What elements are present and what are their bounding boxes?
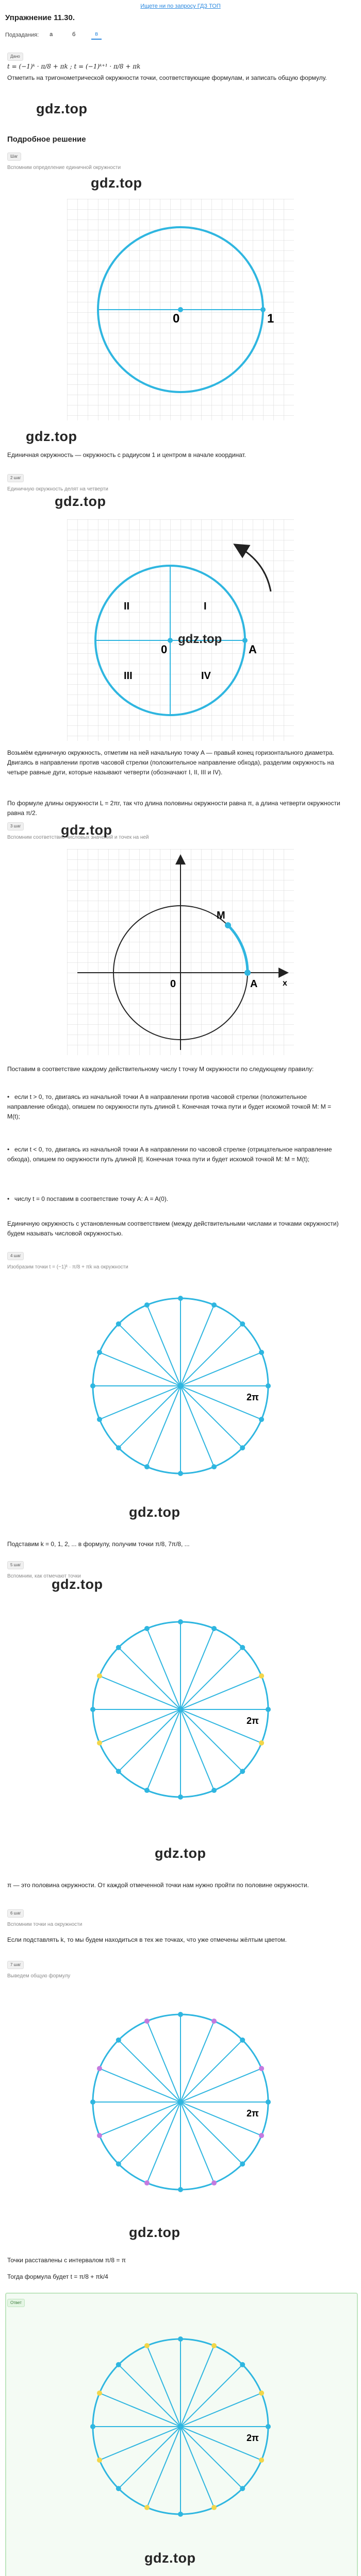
circle-point	[266, 1383, 271, 1388]
subtask-label: Подзадания:	[5, 32, 39, 38]
circle-point	[259, 1350, 264, 1355]
circle-point	[240, 2362, 245, 2367]
circle-point	[116, 2486, 121, 2491]
bullet-1: • если t > 0, то, двигаясь из начальной точки A в направлении против часовой стрелки (положительное направление обхода), опишем по окружности путь длиной t. Конечная точка пути и будет искомой точкой M: M = M(t);	[7, 1093, 332, 1120]
point-one	[260, 307, 266, 312]
circle-point	[116, 2362, 121, 2367]
statement-text: Отметить на тригонометрической окружности точки, соответствующие формулам, и записать общую формулу.	[7, 74, 327, 81]
circle-point	[90, 1383, 95, 1388]
watermark: gdz.top	[129, 2225, 180, 2240]
circle-point	[97, 2458, 102, 2463]
spoke	[180, 2102, 242, 2164]
circle-point	[178, 2012, 183, 2017]
circle-point	[211, 1788, 217, 1793]
circle-point	[178, 1619, 183, 1624]
circle-point	[240, 2486, 245, 2491]
circle-point	[90, 2424, 95, 2429]
unit-circle-text: Единичная окружность — окружность с радиусом 1 и центром в начале координат.	[7, 451, 246, 459]
circle-point	[240, 1321, 245, 1327]
grid	[67, 519, 294, 741]
watermark: gdz.top	[144, 2550, 196, 2566]
mapping-text: Поставим в соответствие каждому действительному числу t точку M окружности по следующему правилу:	[7, 1065, 314, 1073]
spoke	[119, 1709, 180, 1771]
circle-point	[266, 1707, 271, 1712]
tab-v[interactable]: в	[91, 31, 102, 40]
circle-point	[97, 1673, 102, 1679]
statement-tag: Дано	[7, 53, 23, 61]
point-a	[244, 970, 251, 976]
label-quarter-2: II	[124, 601, 130, 612]
circle-point	[259, 1417, 264, 1422]
point-a	[242, 638, 248, 643]
label-two-pi: 2π	[247, 1392, 259, 1402]
formula-label-text: Тогда формула будет t = π/8 + πk/4	[7, 2273, 108, 2280]
spoke	[119, 2040, 180, 2102]
circle-point	[178, 2187, 183, 2192]
watermark: gdz.top	[55, 494, 106, 509]
circle-point	[259, 2066, 264, 2071]
circle-point	[178, 1471, 183, 1476]
circle-point	[144, 1788, 150, 1793]
check-text: Если подставлять k, то мы будем находиться в тех же точках, что уже отмечены жёлтым цветом.	[7, 1936, 287, 1943]
step-5-tag: 5 шаг	[7, 1561, 24, 1569]
circle-point	[144, 1302, 150, 1308]
spoke	[180, 2427, 242, 2488]
watermark: gdz.top	[61, 822, 112, 838]
spoke	[180, 1324, 242, 1386]
spoke	[119, 1386, 180, 1448]
label-quarter-4: IV	[201, 670, 211, 682]
circle-point	[259, 1673, 264, 1679]
numeric-circle-text: Единичную окружность с установленным соответствием (между действительными числами и точками окружности) будем называть числовой окружностью.	[7, 1220, 339, 1237]
label-zero: 0	[161, 643, 168, 656]
circle-point	[211, 2180, 217, 2185]
circle-sixteen-blue	[77, 1278, 284, 1494]
bullet-1-text: если t > 0, то, двигаясь из начальной точки A в направлении против часовой стрелки (положительное направление обхода), опишем по окружности путь длиной t. Конечная точка пути и будет искомой точкой M: M = M(t);	[7, 1093, 332, 1120]
bullet-2-text: если t < 0, то, двигаясь из начальной точки A в направлении по часовой стрелке (отрицательное направление обхода), опишем по окружности путь длиной |t|. Конечная точка пути и будет искомой точкой M: M = M(t);	[7, 1146, 332, 1163]
bullet-2: • если t < 0, то, двигаясь из начальной точки A в направлении по часовой стрелке (отрицательное направление обхода), опишем по окружности путь длиной |t|. Конечная точка пути и будет искомой точкой M: M = M(t);	[7, 1146, 332, 1163]
circle-point	[144, 2343, 150, 2348]
tab-a[interactable]: а	[50, 31, 53, 38]
watermark: gdz.top	[26, 429, 77, 444]
circle-point	[97, 1417, 102, 1422]
circle-point	[240, 1645, 245, 1650]
watermark: gdz.top	[52, 1577, 103, 1592]
circle-point	[90, 1707, 95, 1712]
bullet-3: • числу t = 0 поставим в соответствие точку A: A = A(0).	[7, 1195, 169, 1202]
circle-point	[240, 2038, 245, 2043]
spoke	[119, 1324, 180, 1386]
circle-point	[144, 1464, 150, 1469]
spoke	[180, 1648, 242, 1709]
watermark: gdz.top	[91, 175, 142, 191]
spoke	[119, 1648, 180, 1709]
quarters-text-2: По формуле длины окружности L = 2πr, так что длина половины окружности равна π, а длина четверти окружности равна π/2.	[7, 800, 340, 817]
watermark: gdz.top	[36, 101, 88, 116]
spoke	[119, 2427, 180, 2488]
circle-sixteen-yellow	[77, 1601, 284, 1818]
circle-point	[144, 2019, 150, 2024]
circle-point	[144, 2180, 150, 2185]
circle-point	[266, 2424, 271, 2429]
circle-point	[97, 1740, 102, 1745]
circle-point	[144, 2505, 150, 2510]
circle-point	[211, 1626, 217, 1631]
step-6-note: Вспомним точки на окружности	[7, 1922, 83, 1927]
circle-point	[178, 1296, 183, 1301]
circle-point	[178, 1794, 183, 1800]
step-6-tag: 6 шаг	[7, 1909, 24, 1918]
circle-point	[97, 2133, 102, 2138]
exercise-title: Упражнение 11.30.	[5, 13, 75, 22]
pi-text: π — это половина окружности. От каждой отмеченной точки нам нужно пройти по половине окружности.	[7, 1882, 309, 1889]
step-3-note: Вспомним соответствие числовых значений и точек на ней	[7, 835, 149, 840]
circle-point	[211, 2019, 217, 2024]
circle-point	[240, 2161, 245, 2166]
subtask-tabs	[5, 29, 114, 41]
step-4-tag: 4 шаг	[7, 1252, 24, 1260]
label-quarter-3: III	[124, 670, 133, 682]
circle-point	[116, 1321, 121, 1327]
mapping-figure	[67, 849, 294, 1055]
top-link[interactable]: Ищете ни по запросу ГДЗ ТОП	[140, 3, 221, 9]
label-x: x	[283, 979, 287, 988]
circle-point	[116, 1645, 121, 1650]
center-point	[168, 638, 173, 643]
circle-point	[240, 1769, 245, 1774]
label-two-pi: 2π	[247, 2108, 259, 2119]
label-zero: 0	[173, 312, 180, 326]
spoke	[180, 1709, 242, 1771]
quarters-text-1: Возьмём единичную окружность, отметим на ней начальную точку A — правый конец горизонтального диаметра. Двигаясь в направлении против часовой стрелки (положительное направление обхода), разделим окружность на четыре равные дуги, которые называют четверти (обозначают I, II, III и IV).	[7, 749, 334, 776]
circle-sixteen-purple	[77, 1994, 284, 2210]
circle-point	[97, 2391, 102, 2396]
watermark: gdz.top	[178, 632, 222, 646]
unit-circle-figure	[67, 199, 294, 420]
circle-point	[90, 2099, 95, 2105]
watermark: gdz.top	[155, 1845, 206, 1861]
label-two-pi: 2π	[247, 1716, 259, 1726]
spoke	[180, 2365, 242, 2427]
step-7-tag: 7 шаг	[7, 1961, 24, 1969]
step-interval-text: Точки расставлены с интервалом π/8 = π	[7, 2257, 126, 2264]
circle-point	[211, 1464, 217, 1469]
label-a: A	[250, 978, 258, 990]
circle-point	[211, 1302, 217, 1308]
step-1-note: Вспомним определение единичной окружности	[7, 165, 121, 171]
circle-point	[259, 2391, 264, 2396]
quarters-figure	[67, 519, 294, 741]
watermark: gdz.top	[129, 1504, 180, 1520]
spoke	[180, 2040, 242, 2102]
tab-b[interactable]: б	[72, 31, 76, 38]
circle-point	[240, 1445, 245, 1450]
spoke	[180, 1386, 242, 1448]
step-7-note: Выведем общую формулу	[7, 1973, 71, 1979]
circle-point	[116, 2161, 121, 2166]
label-two-pi: 2π	[247, 2433, 259, 2443]
statement-formula: t = (−1)ᵏ · π/8 + πk ; t = (−1)ᵏ⁺¹ · π/8 + πk	[7, 63, 141, 70]
label-quarter-1: I	[204, 601, 207, 612]
label-a: A	[249, 643, 257, 656]
circle-point	[178, 2336, 183, 2342]
circle-point	[211, 2505, 217, 2510]
step-2-tag: 2 шаг	[7, 474, 24, 482]
circle-point	[116, 1769, 121, 1774]
step-5-note: Вспомним, как отмечают точки	[7, 1573, 81, 1579]
circle-point	[97, 1350, 102, 1355]
spoke	[119, 2102, 180, 2164]
circle-sixteen-answer	[77, 2318, 284, 2535]
label-m: M	[217, 910, 225, 921]
spoke	[119, 2365, 180, 2427]
circle-point	[259, 2133, 264, 2138]
label-one: 1	[267, 312, 274, 326]
step-4-note: Изобразим точки t = (−1)ᵏ · π/8 + πk на окружности	[7, 1264, 128, 1270]
answer-tag: Ответ	[7, 2299, 25, 2307]
step-3-tag: 3 шаг	[7, 822, 24, 831]
label-zero: 0	[170, 978, 176, 990]
step-1-tag: Шаг	[7, 152, 21, 161]
point-m	[225, 922, 231, 928]
circle-point	[259, 1740, 264, 1745]
sub-label-text: Подставим k = 0, 1, 2, ... в формулу, получим точки π/8, 7π/8, ...	[7, 1540, 190, 1548]
circle-point	[144, 1626, 150, 1631]
circle-point	[116, 2038, 121, 2043]
circle-point	[97, 2066, 102, 2071]
circle-point	[116, 1445, 121, 1450]
step-2-note: Единичную окружность делят на четверти	[7, 486, 108, 492]
circle-point	[266, 2099, 271, 2105]
detail-title: Подробное решение	[7, 135, 86, 144]
circle-point	[259, 2458, 264, 2463]
circle-point	[211, 2343, 217, 2348]
circle-point	[178, 2512, 183, 2517]
bullet-3-text: числу t = 0 поставим в соответствие точку A: A = A(0).	[14, 1195, 169, 1202]
